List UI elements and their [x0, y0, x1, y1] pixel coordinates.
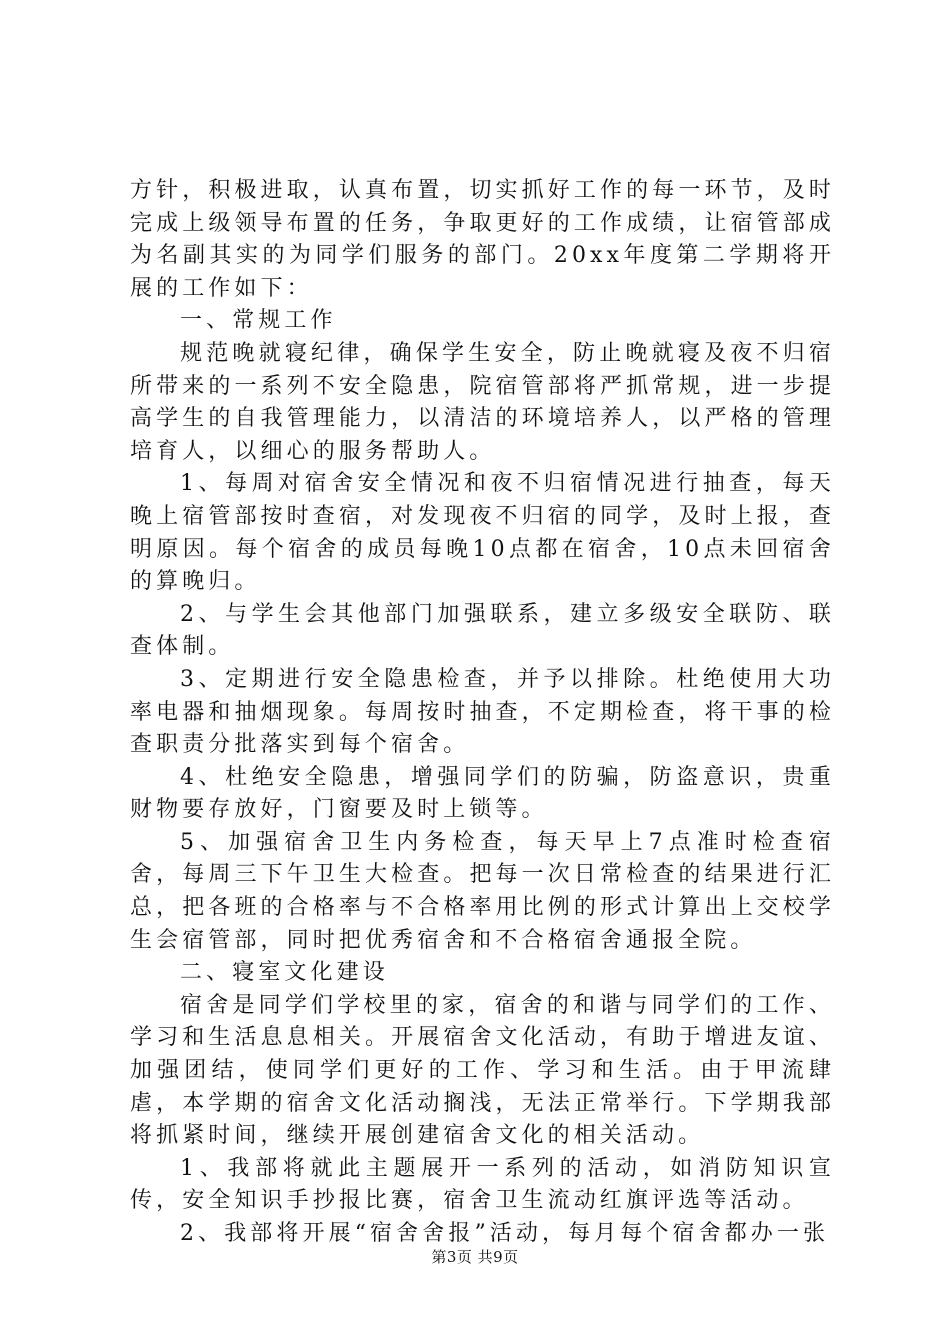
list-item-1: 1、每周对宿舍安全情况和夜不归宿情况进行抽查，每天晚上宿管部按时查宿，对发现夜不归宿的同学，及时上报，查明原因。每个宿舍的成员每晚10点都在宿舍，10点未回宿舍的算晚归。: [130, 471, 835, 595]
culture-list-item-2: 2、我部将开展“宿舍舍报”活动，每月每个宿舍都办一张: [180, 1221, 830, 1246]
document-body: [130, 175, 835, 1251]
list-item-4: 4、杜绝安全隐患，增强同学们的防骗，防盗意识，贵重财物要存放好，门窗要及时上锁等。: [130, 764, 835, 823]
page-number-footer: 第3页 共9页: [431, 1248, 519, 1266]
list-item-2: 2、与学生会其他部门加强联系，建立多级安全联防、联查体制。: [130, 601, 835, 660]
paragraph-intro: 方针，积极进取，认真布置，切实抓好工作的每一环节，及时完成上级领导布置的任务，争取更好的工作成绩，让宿管部成为名副其实的为同学们服务的部门。20xx年度第二学期将开展的工作如下：: [130, 178, 835, 301]
section-heading-dorm-culture: 二、寝室文化建设: [180, 960, 389, 986]
list-item-5: 5、加强宿舍卫生内务检查，每天早上7点准时检查宿舍，每周三下午卫生大检查。把每一次日常检查的结果进行汇总，把各班的合格率与不合格率用比例的形式计算出上交校学生会宿管部，同时把优秀宿舍和不合格宿舍通报全院。: [130, 829, 835, 953]
paragraph-routine-overview: 规范晚就寝纪律，确保学生安全，防止晚就寝及夜不归宿所带来的一系列不安全隐患，院宿管部将严抓常规，进一步提高学生的自我管理能力，以清洁的环境培养人，以严格的管理培育人，以细心的服务帮助人。: [130, 340, 835, 464]
section-heading-routine-work: 一、常规工作: [180, 308, 337, 334]
paragraph-dorm-culture-overview: 宿舍是同学们学校里的家，宿舍的和谐与同学们的工作、学习和生活息息相关。开展宿舍文化活动，有助于增进友谊、加强团结，使同学们更好的工作、学习和生活。由于甲流肆虐，本学期的宿舍文化活动搁浅，无法正常举行。下学期我部将抓紧时间，继续开展创建宿舍文化的相关活动。: [130, 992, 835, 1149]
list-item-3: 3、定期进行安全隐患检查，并予以排除。杜绝使用大功率电器和抽烟现象。每周按时抽查，不定期检查，将干事的检查职责分批落实到每个宿舍。: [130, 666, 835, 758]
culture-list-item-1: 1、我部将就此主题展开一系列的活动，如消防知识宣传，安全知识手抄报比赛，宿舍卫生流动红旗评选等活动。: [130, 1155, 835, 1214]
